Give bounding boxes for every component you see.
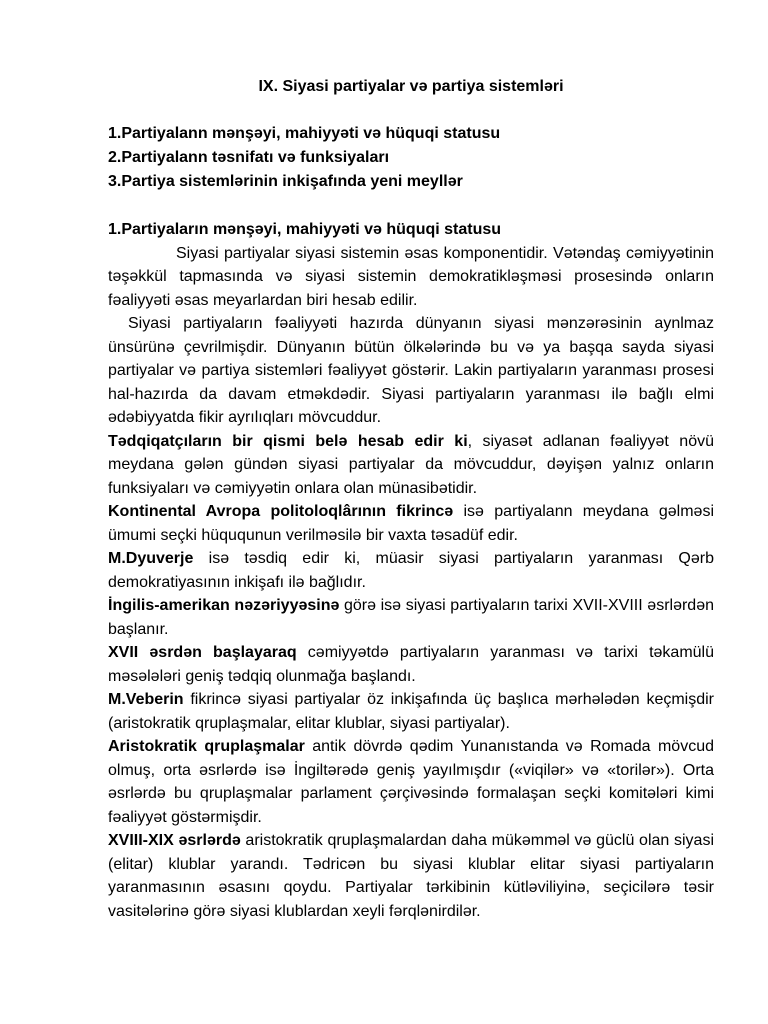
paragraph-4-lead: Kontinental Avropa politoloqlârının fikrincə (108, 503, 454, 520)
paragraph-10-lead: XVIII-XIX əsrlərdə (108, 832, 241, 849)
paragraph-9 (108, 735, 714, 829)
paragraph-7-lead: XVII əsrdən başlayaraq (108, 644, 297, 661)
paragraph-3-lead: Tədqiqatçıların bir qismi belə hesab edir ki (108, 432, 468, 450)
paragraph-3-text: , siyasət adlanan fəaliyyət növü meydana gələn gündən siyasi partiyalar da mövcuddur, dəyişən yalnız onların funksiyaları və cəmiyyətin onlara olan münasibətidir. (108, 432, 714, 497)
paragraph-7-text: cəmiyyətdə partiyaların yaranması və tarixi təkamülü məsələləri geniş tədqiq olunmağa başlandı. (108, 644, 714, 685)
paragraph-10-text: aristokratik qruplaşmalardan daha mükəmməl və güclü olan siyasi (elitar) klublar yarandı. Tədricən bu siyasi klublar elitar siyasi partiyaların yaranmasının əsasını qoydu. Partiyalar tərkibinin kütləviliyinə, seçicilərə təsir vasitələrinə görə siyasi klublardan xeyli fərqlənirdilər. (108, 832, 714, 920)
paragraph-5-lead: M.Dyuverje (108, 550, 194, 567)
section-heading: 1.Partiyaların mənşəyi, mahiyyəti və hüquqi statusu (108, 221, 502, 238)
paragraph-9-lead: Aristokratik qruplaşmalar (108, 738, 305, 755)
toc-item: 1.Partiyalann mənşəyi, mahiyyəti və hüquqi statusu (108, 125, 501, 142)
paragraph-8 (108, 688, 714, 735)
paragraph-7 (108, 641, 714, 688)
paragraph-8-lead: M.Veberin (108, 691, 184, 708)
paragraph-8-text: fikrincə siyasi partiyalar öz inkişafında üç başlıca mərhələdən keçmişdir (aristokratik qruplaşmalar, elitar klublar, siyasi partiyalar). (108, 691, 714, 732)
document-page (108, 76, 714, 923)
page-title: IX. Siyasi partiyalar və partiya sistemləri (258, 78, 564, 95)
paragraph-5 (108, 547, 714, 594)
table-of-contents (108, 122, 714, 194)
paragraph-3 (108, 430, 714, 501)
paragraph-6-lead: İngilis-amerikan nəzəriyyəsinə (108, 597, 340, 614)
toc-item: 2.Partiyalann təsnifatı və funksiyaları (108, 149, 390, 166)
paragraph-10 (108, 829, 714, 923)
paragraph-2: Siyasi partiyaların fəaliyyəti hazırda dünyanın siyasi mənzərəsinin aynlmaz ünsürünə çevrilmişdir. Dünyanın bütün ölkələrində bu və ya başqa sayda siyasi partiyalar və partiya sistemləri fəaliyyət göstərir. Lakin partiyaların yaranması prosesi hal-hazırda da davam etməkdədir. Siyasi partiyaların yaranması ilə bağlı elmi ədəbiyyatda fikir ayrılıqları mövcuddur. (108, 315, 714, 426)
paragraph-6 (108, 594, 714, 641)
paragraph-1: Siyasi partiyalar siyasi sistemin əsas komponentidir. Vətəndaş cəmiyyətinin təşəkkül tapmasında və siyasi sistemin demokratikləşməsi prosesində onların fəaliyyəti əsas meyarlardan biri hesab edilir. (108, 244, 714, 309)
paragraph-5-text: isə təsdiq edir ki, müasir siyasi partiyaların yaranması Qərb demokratiyasının inkişafı ilə bağlıdır. (108, 550, 714, 591)
paragraph-9-text: antik dövrdə qədim Yunanıstanda və Romada mövcud olmuş, orta əsrlərdə isə İngiltərədə geniş yayılmışdır («viqilər» və «torilər»). Orta əsrlərdə bu qruplaşmalar parlament çərçivəsində formalaşan seçki komitələri kimi fəaliyyət göstərmişdir. (108, 738, 714, 826)
paragraph-6-text: görə isə siyasi partiyaların tarixi XVII-XVIII əsrlərdən başlanır. (108, 597, 715, 638)
toc-item: 3.Partiya sistemlərinin inkişafında yeni meyllər (108, 173, 463, 190)
paragraph-4-text: isə partiyalann meydana gəlməsi ümumi seçki hüququnun verilməsilə bir vaxta təsadüf edir. (108, 503, 715, 544)
paragraph-4 (108, 500, 714, 547)
